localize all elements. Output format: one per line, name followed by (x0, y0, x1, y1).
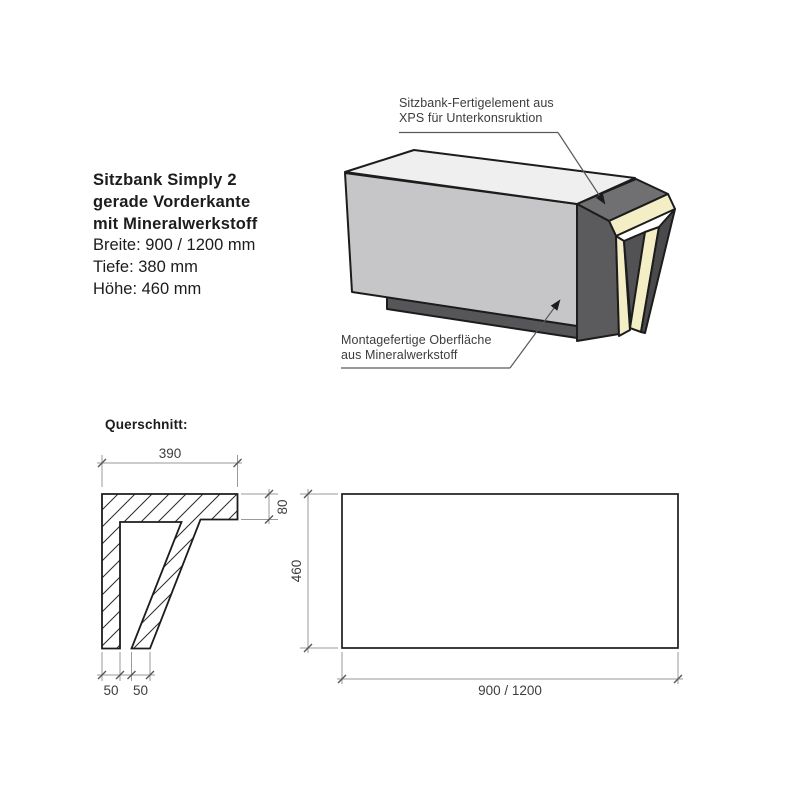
surface-annotation-line2: aus Mineralwerkstoff (341, 347, 458, 362)
product-material: mit Mineralwerkstoff (93, 214, 258, 233)
dim-80: 80 (275, 499, 290, 515)
product-title-block (93, 170, 257, 301)
dim-460: 460 (289, 559, 304, 583)
surface-annotation (341, 333, 492, 363)
front-view-outline (342, 494, 678, 648)
cross-section-profile (102, 494, 238, 649)
product-variant: gerade Vorderkante (93, 192, 251, 211)
dim-50-right: 50 (132, 683, 149, 698)
surface-annotation-line1: Montagefertige Oberfläche (341, 333, 492, 347)
dim-50-left: 50 (103, 683, 119, 698)
xps-annotation-line1: Sitzbank-Fertigelement aus (399, 96, 554, 110)
dim-900-1200: 900 / 1200 (478, 683, 542, 698)
product-height-spec: Höhe: 460 mm (93, 279, 202, 298)
dim-390: 390 (158, 446, 182, 461)
cross-section-drawing (97, 446, 290, 698)
xps-annotation (399, 96, 554, 126)
front-view-drawing (289, 489, 683, 698)
product-width-spec: Breite: 900 / 1200 mm (93, 236, 256, 255)
isometric-bench-drawing (345, 150, 675, 341)
product-depth-spec: Tiefe: 380 mm (93, 258, 198, 277)
cross-section-dim-ticks (98, 459, 273, 679)
cross-section-dimensions (97, 455, 278, 681)
product-name: Sitzbank Simply 2 (93, 171, 237, 189)
xps-annotation-line2: XPS für Unterkonsruktion (399, 110, 543, 125)
cross-section-label: Querschnitt: (105, 417, 188, 432)
